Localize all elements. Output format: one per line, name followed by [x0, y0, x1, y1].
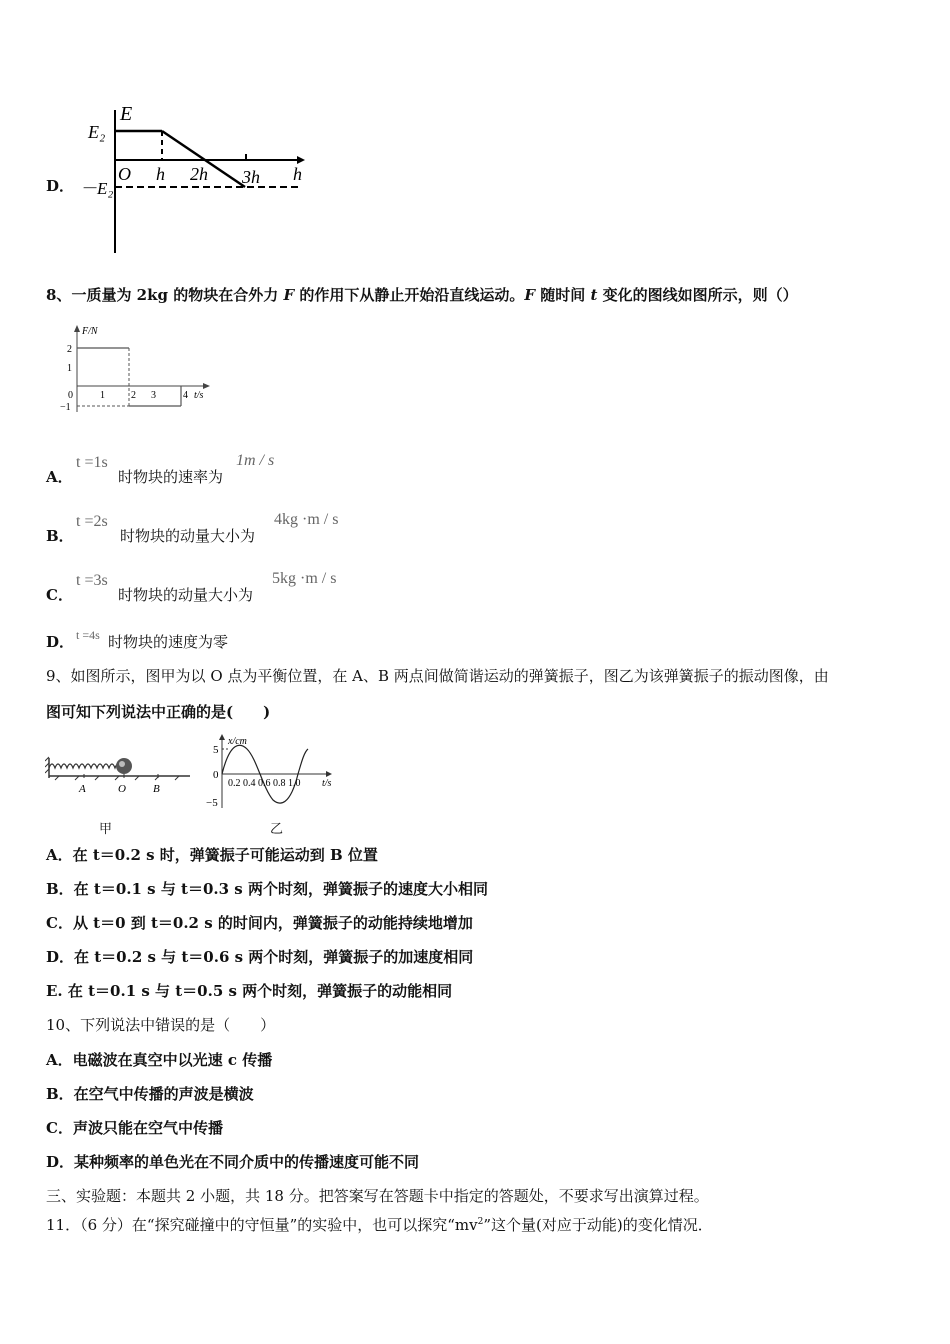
q8-x-tick-2: 2: [131, 390, 136, 401]
q8-y-tick-2: 2: [67, 344, 72, 355]
q8-x-tick-3: 3: [151, 390, 156, 401]
q10-option-a: A．电磁波在真空中以光速 c 传播: [46, 1051, 273, 1069]
q9-label-A: A: [79, 783, 86, 795]
q10-option-b: B．在空气中传播的声波是横波: [46, 1085, 254, 1103]
q9-option-d: D．在 t＝0.2 s 与 t＝0.6 s 两个时刻，弹簧振子的加速度相同: [46, 948, 474, 966]
q7-option-d-label: D．: [46, 177, 75, 195]
q9-option-c: C．从 t＝0 到 t＝0.2 s 的时间内，弹簧振子的动能持续地增加: [46, 914, 473, 932]
q9-stem-line1: 9、如图所示，图甲为以 O 点为平衡位置，在 A、B 两点间做简谐运动的弹簧振子，图乙为该弹簧振子的振动图像，由: [46, 667, 829, 685]
q7-origin-label: O: [118, 164, 131, 184]
q8-x-tick-1: 1: [100, 390, 105, 401]
q7-energy-graph: [80, 98, 320, 258]
q9-label-B: B: [153, 783, 160, 795]
q9-option-a: A．在 t＝0.2 s 时，弹簧振子可能运动到 B 位置: [46, 846, 378, 864]
q7-y-axis-label: E: [120, 103, 133, 125]
q9-spring-figure: [45, 748, 195, 798]
q9-y-tick-neg5: −5: [206, 797, 218, 809]
q10-stem: 10、下列说法中错误的是（ ）: [46, 1016, 276, 1034]
q7-tick-2h: 2h: [190, 164, 208, 184]
q7-neg-e2-label: －E₂: [80, 179, 114, 198]
q8-y-label: F/N: [82, 326, 98, 337]
q9-fig-jia-caption: 甲: [99, 822, 113, 837]
q7-tick-h: h: [156, 164, 165, 184]
q8-y-tick-1: 1: [67, 363, 72, 374]
q9-vibration-graph: [200, 732, 340, 812]
q8-force-graph: [55, 322, 225, 414]
q8-y-tick-0: 0: [68, 390, 73, 401]
q9-option-e: E. 在 t＝0.1 s 与 t＝0.5 s 两个时刻，弹簧振子的动能相同: [46, 982, 453, 1000]
q8-x-tick-4: 4: [183, 390, 188, 401]
q9-y-label: x/cm: [228, 736, 247, 747]
q9-x-label: t/s: [322, 778, 332, 789]
q7-x-axis-label: h: [293, 164, 302, 184]
q8-x-label: t/s: [194, 390, 204, 401]
q10-option-c: C．声波只能在空气中传播: [46, 1119, 223, 1137]
q9-stem-line2: 图可知下列说法中正确的是( ): [46, 703, 271, 721]
q8-option-d: D． t =4s 时物块的速度为零: [46, 628, 229, 651]
section3-header: 三、实验题：本题共 2 小题，共 18 分。把答案写在答题卡中指定的答题处，不要求写出演算过程。: [46, 1187, 709, 1205]
q9-x-ticks: 0.2 0.4 0.6 0.8 1.0: [228, 778, 301, 789]
q10-option-d: D．某种频率的单色光在不同介质中的传播速度可能不同: [46, 1153, 420, 1171]
q9-y-tick-5: 5: [213, 744, 219, 756]
q9-fig-yi-caption: 乙: [270, 822, 284, 837]
q11-stem: 11．（6 分）在“探究碰撞中的守恒量”的实验中，也可以探究“$mv^2$”这个量(对应于动能)的变化情况．: [46, 1216, 713, 1234]
q8-stem: 8、一质量为 2kg 的物块在合外力 F 的作用下从静止开始沿直线运动。F 随时间 t 变化的图线如图所示，则（）: [46, 286, 798, 304]
q7-e2-label: E₂: [88, 122, 106, 142]
q8-option-c: C． t =3s 时物块的动量大小为 5kg ·m / s: [46, 570, 337, 604]
q9-y-tick-0: 0: [213, 769, 219, 781]
q8-option-a: A． t =1s 时物块的速率为 1m / s: [46, 452, 275, 486]
q7-tick-3h: 3h: [242, 167, 260, 187]
q9-option-b: B．在 t＝0.1 s 与 t＝0.3 s 两个时刻，弹簧振子的速度大小相同: [46, 880, 488, 898]
q8-y-tick-neg1: −1: [60, 402, 71, 413]
q9-label-O: O: [118, 783, 126, 795]
q8-option-b: B． t =2s 时物块的动量大小为 4kg ·m / s: [46, 511, 339, 545]
